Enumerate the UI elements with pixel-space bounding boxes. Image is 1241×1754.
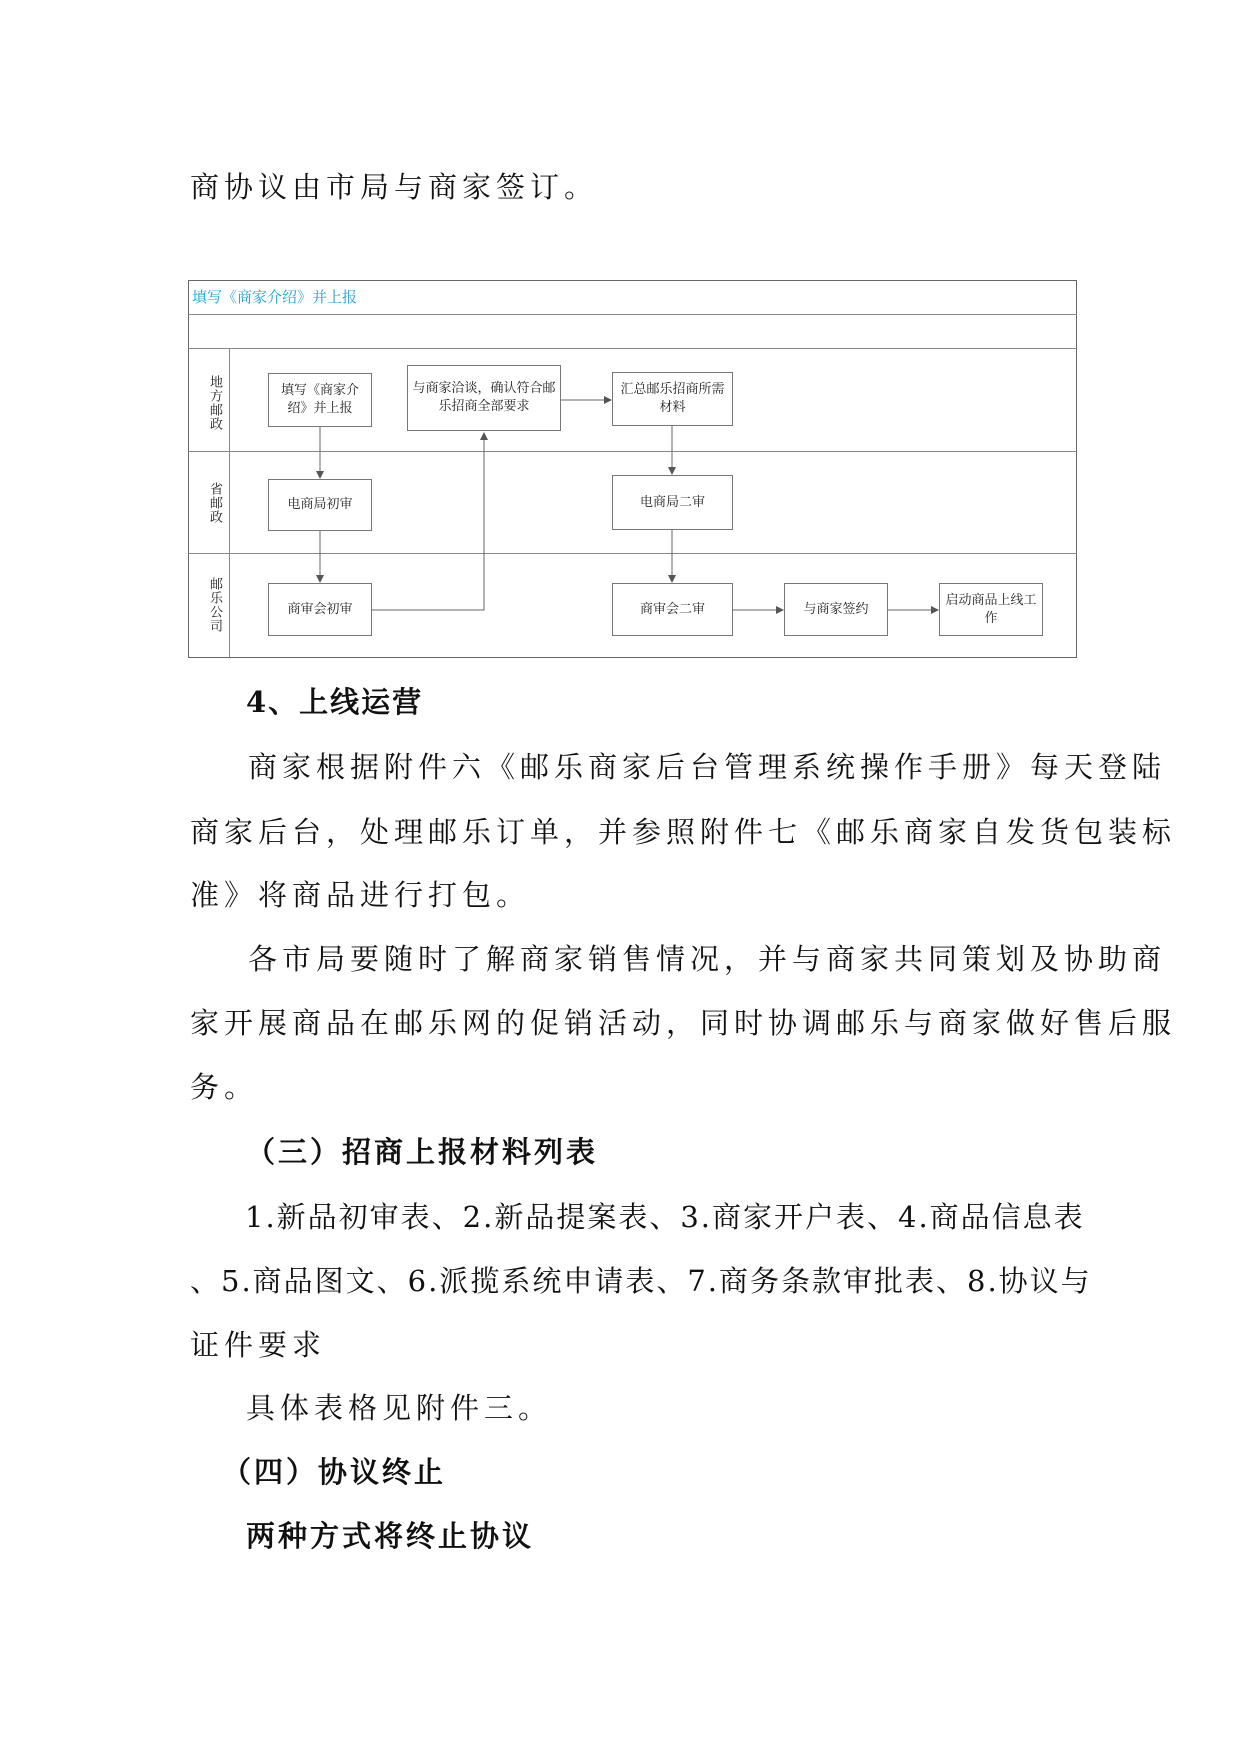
lane-label-youle-company: 邮乐公司	[207, 577, 222, 633]
paragraph-line: 各市局要随时了解商家销售情况，并与商家共同策划及协助商	[248, 942, 1167, 976]
paragraph-line: 家开展商品在邮乐网的促销活动，同时协调邮乐与商家做好售后服	[190, 1006, 1177, 1040]
step-fill-intro: 填写《商家介绍》并上报	[268, 373, 372, 427]
paragraph-line: 、5.商品图文、6.派揽系统申请表、7.商务条款审批表、8.协议与	[190, 1264, 1092, 1298]
paragraph-line: 准》将商品进行打包。	[190, 878, 531, 912]
section-heading: （四）协议终止	[222, 1455, 447, 1489]
step-bc-second-review: 商审会二审	[612, 583, 733, 636]
step-bc-first-review: 商审会初审	[268, 583, 372, 636]
lane-label-provincial-post: 省邮政	[207, 482, 222, 524]
paragraph-line: 务。	[190, 1070, 259, 1104]
step-negotiate: 与商家洽谈，确认符合邮乐招商全部要求	[407, 365, 561, 431]
step-collect-materials: 汇总邮乐招商所需材料	[612, 372, 733, 426]
step-launch-products: 启动商品上线工作	[939, 583, 1043, 636]
flowchart-title: 填写《商家介绍》并上报	[192, 288, 358, 306]
paragraph-line: 商协议由市局与商家签订。	[190, 170, 599, 204]
paragraph-line: 商家后台，处理邮乐订单，并参照附件七《邮乐商家自发货包装标	[190, 815, 1177, 849]
process-flowchart	[188, 280, 1077, 658]
section-heading: （三）招商上报材料列表	[246, 1135, 599, 1169]
step-ec-first-review: 电商局初审	[268, 479, 372, 531]
paragraph-line: 证件要求	[190, 1328, 327, 1362]
paragraph-line: 具体表格见附件三。	[246, 1391, 553, 1425]
step-sign-contract: 与商家签约	[784, 583, 888, 636]
step-ec-second-review: 电商局二审	[612, 475, 733, 530]
section-heading: 4、上线运营	[246, 685, 424, 719]
lane-label-local-post: 地方邮政	[207, 375, 222, 431]
sub-heading: 两种方式将终止协议	[246, 1519, 535, 1553]
paragraph-line: 1.新品初审表、2.新品提案表、3.商家开户表、4.商品信息表	[245, 1200, 1085, 1234]
paragraph-line: 商家根据附件六《邮乐商家后台管理系统操作手册》每天登陆	[248, 750, 1167, 784]
flow-arrows	[188, 280, 1077, 658]
